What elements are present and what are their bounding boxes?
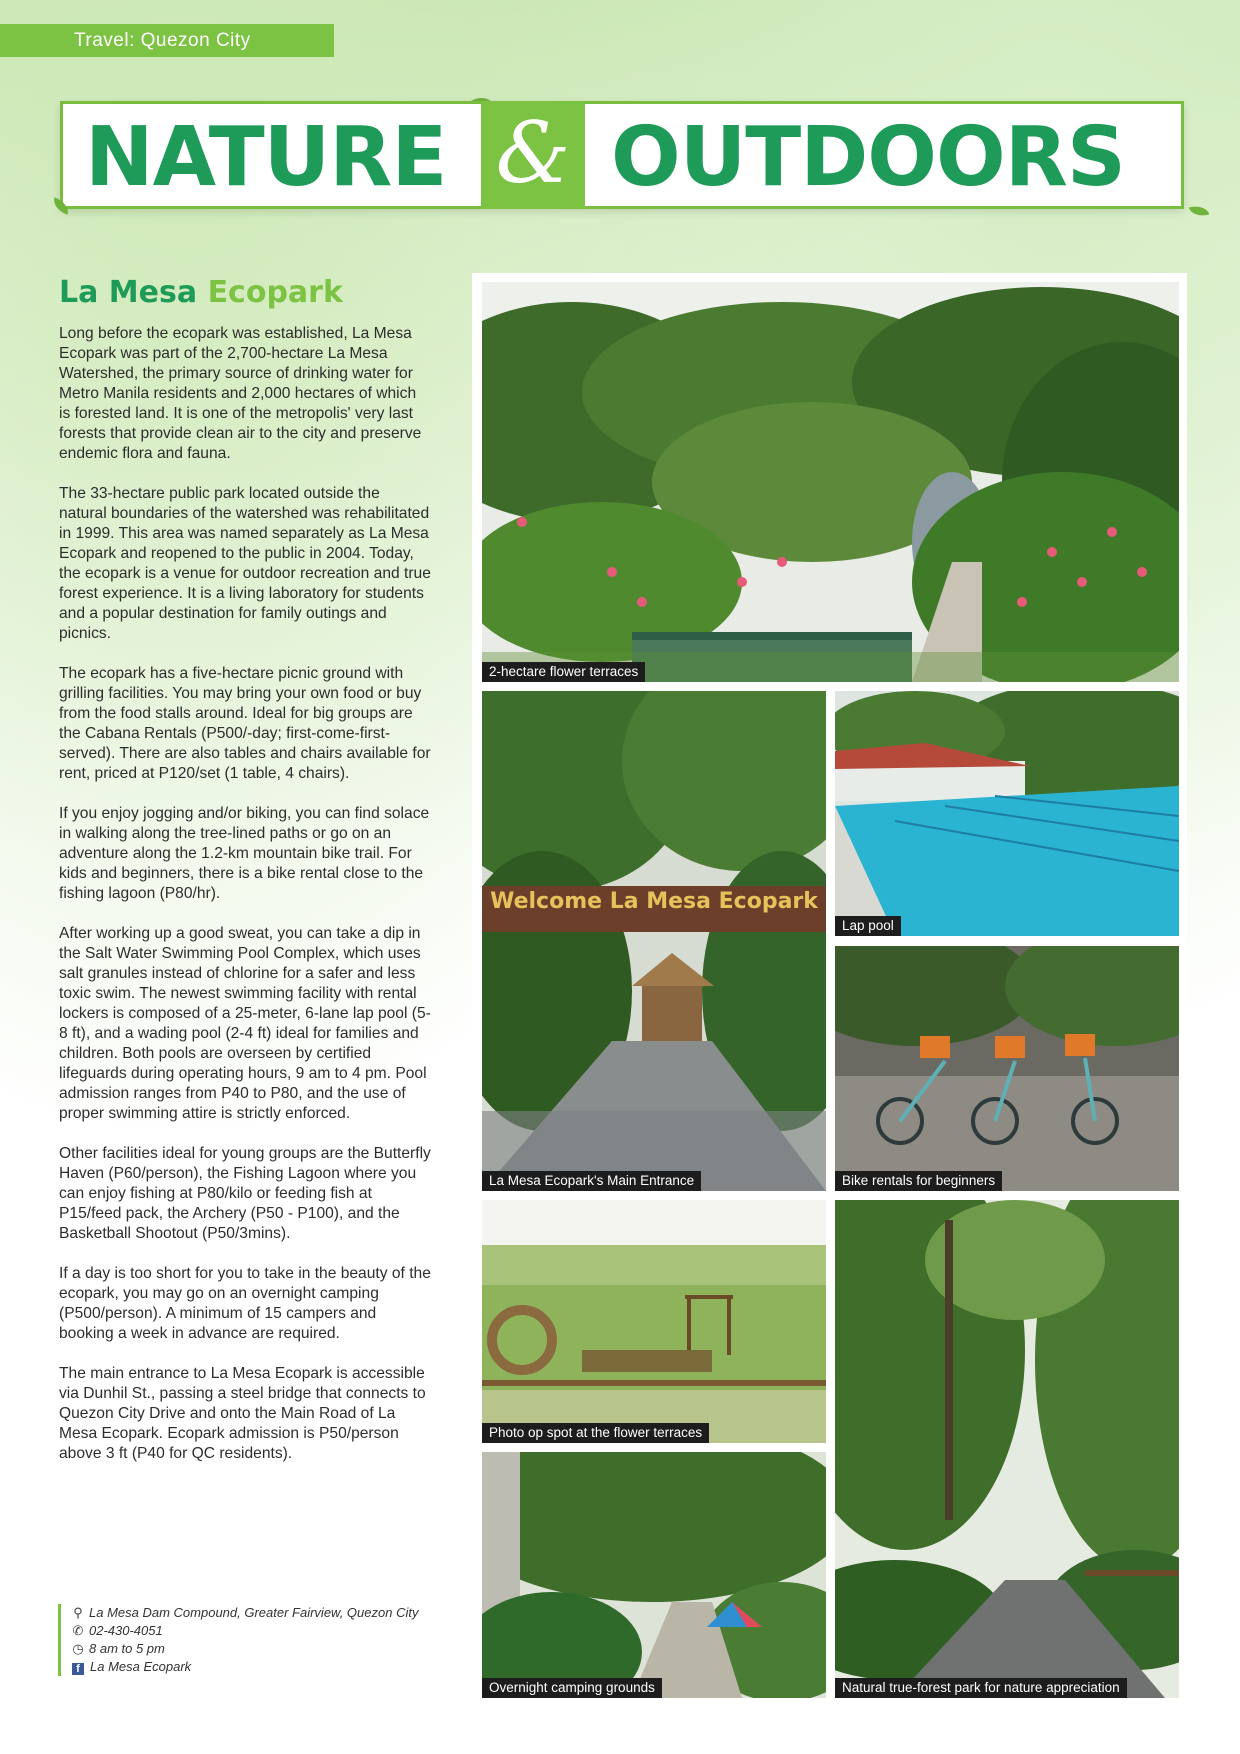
photo-caption: Photo op spot at the flower terraces	[482, 1423, 709, 1443]
entrance-sign: Welcome La Mesa Ecopark	[490, 889, 818, 914]
contact-info	[58, 1604, 438, 1676]
article-title	[59, 275, 343, 311]
article-title-part1: La Mesa	[59, 275, 198, 310]
article-paragraph: The main entrance to La Mesa Ecopark is accessible via Dunhil St., passing a steel bridge that connects to Quezon City Drive and onto the Main Road of La Mesa Ecopark. Ecopark admission is P50/person above 3 ft (P40 for QC residents).	[59, 1365, 426, 1462]
clock-icon: ◷	[72, 1641, 84, 1656]
address-row	[71, 1604, 438, 1622]
article-paragraph: The 33-hectare public park located outside the natural boundaries of the watershed was rehabilitated in 1999. This area was named separately as La Mesa Ecopark and reopened to the public in 2004. Today, the ecopark is a venue for outdoor recreation and true forest experience. It is a living laboratory for students and a popular destination for family outings and picnics.	[59, 485, 431, 642]
hours-row	[71, 1640, 438, 1658]
article-paragraph: The ecopark has a five-hectare picnic ground with grilling facilities. You may bring your own food or buy from the food stalls around. Ideal for big groups are the Cabana Rentals (P500/-day; first-come-first-served). There are also tables and chairs available for rent, priced at P120/set (1 table, 4 chairs).	[59, 665, 431, 782]
facebook-text: La Mesa Ecopark	[90, 1659, 192, 1674]
headline-ampersand: &	[495, 104, 571, 202]
article-title-part2: Ecopark	[207, 275, 343, 310]
leaf-decoration	[1189, 203, 1209, 219]
page-headline	[60, 101, 1184, 209]
flower-terraces-photo	[482, 282, 1179, 682]
bike-rentals-photo	[835, 946, 1179, 1191]
headline-nature: NATURE	[85, 110, 447, 205]
section-tag: Travel: Quezon City	[0, 24, 334, 57]
main-entrance-photo	[482, 691, 826, 1191]
photo-caption: Bike rentals for beginners	[835, 1171, 1002, 1191]
address-text: La Mesa Dam Compound, Greater Fairview, Quezon City	[89, 1605, 419, 1620]
location-pin-icon: ⚲	[73, 1605, 83, 1620]
lap-pool-photo	[835, 691, 1179, 936]
photo-caption: Natural true-forest park for nature appreciation	[835, 1678, 1127, 1698]
article-paragraph: Other facilities ideal for young groups are the Butterfly Haven (P60/person), the Fishing Lagoon where you can enjoy fishing at P80/kilo or feeding fish at P15/feed pack, the Archery (P50 - P100), and the Basketball Shootout (P50/3mins).	[59, 1145, 431, 1242]
article-body	[59, 324, 431, 1484]
photo-caption: La Mesa Ecopark's Main Entrance	[482, 1171, 701, 1191]
photo-caption: Lap pool	[835, 916, 901, 936]
hours-text: 8 am to 5 pm	[89, 1641, 165, 1656]
photo-caption: 2-hectare flower terraces	[482, 662, 645, 682]
photo-op-spot-photo	[482, 1200, 826, 1443]
phone-icon: ✆	[72, 1623, 84, 1638]
facebook-icon: f	[72, 1663, 84, 1675]
facebook-row	[71, 1658, 438, 1676]
photo-caption: Overnight camping grounds	[482, 1678, 662, 1698]
article-paragraph: If you enjoy jogging and/or biking, you can find solace in walking along the tree-lined paths or go on an adventure along the 1.2-km mountain bike trail. For kids and beginners, there is a bike rental close to the fishing lagoon (P80/hr).	[59, 805, 430, 902]
forest-path-photo	[835, 1200, 1179, 1698]
headline-ampersand-box	[481, 101, 585, 209]
headline-outdoors: OUTDOORS	[611, 110, 1125, 205]
phone-row	[71, 1622, 438, 1640]
phone-text: 02-430-4051	[89, 1623, 163, 1638]
article-paragraph: Long before the ecopark was established, La Mesa Ecopark was part of the 2,700-hectare La Mesa Watershed, the primary source of drinking water for Metro Manila residents and 2,000 hectares of which is forested land. It is one of the metropolis' very last forests that provide clean air to the city and preserve endemic flora and fauna.	[59, 325, 422, 462]
article-paragraph: After working up a good sweat, you can take a dip in the Salt Water Swimming Pool Complex, which uses salt granules instead of chlorine for a safer and less toxic swim. The newest swimming facility with rental lockers is composed of a 25-meter, 6-lane lap pool (5-8 ft), and a wading pool (2-4 ft) ideal for families and children. Both pools are overseen by certified lifeguards during operating hours, 9 am to 4 pm. Pool admission ranges from P40 to P80, and the use of proper swimming attire is strictly enforced.	[59, 925, 431, 1122]
camping-grounds-photo	[482, 1452, 826, 1698]
article-paragraph: If a day is too short for you to take in the beauty of the ecopark, you may go on an overnight camping (P500/person). A minimum of 15 campers and booking a week in advance are required.	[59, 1265, 431, 1342]
